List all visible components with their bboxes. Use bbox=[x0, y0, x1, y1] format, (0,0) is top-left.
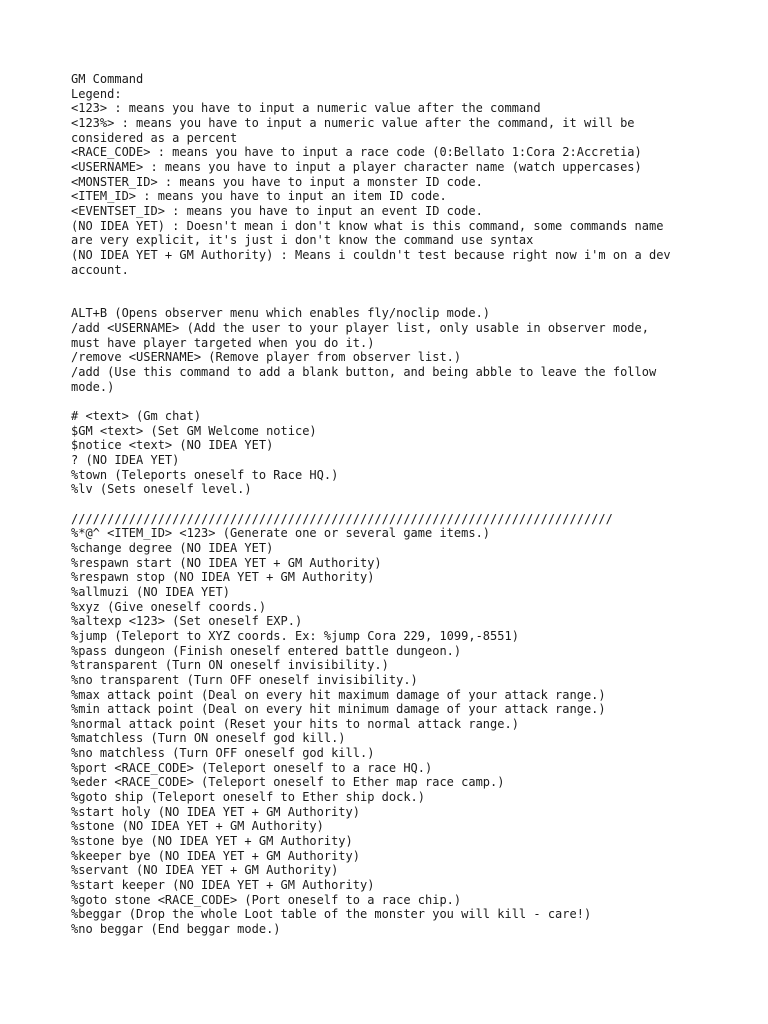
document-line: %change degree (NO IDEA YET) bbox=[71, 540, 274, 555]
document-line: %*@^ <ITEM_ID> <123> (Generate one or several game items.) bbox=[71, 526, 491, 541]
document-line: %respawn stop (NO IDEA YET + GM Authority) bbox=[71, 570, 375, 585]
document-line: <EVENTSET_ID> : means you have to input an event ID code. bbox=[71, 203, 483, 218]
document-line: %respawn start (NO IDEA YET + GM Authority) bbox=[71, 555, 382, 570]
document-line: %lv (Sets oneself level.) bbox=[71, 482, 252, 497]
document-line: Legend: bbox=[71, 86, 122, 101]
document-line: %port <RACE_CODE> (Teleport oneself to a race HQ.) bbox=[71, 760, 433, 775]
document-line: %servant (NO IDEA YET + GM Authority) bbox=[71, 863, 339, 878]
document-line: %no beggar (End beggar mode.) bbox=[71, 922, 281, 936]
document-line: %eder <RACE_CODE> (Teleport oneself to Ether map race camp.) bbox=[71, 775, 505, 790]
document-line bbox=[71, 292, 711, 307]
document-line: %pass dungeon (Finish oneself entered battle dungeon.) bbox=[71, 643, 462, 658]
document-line: %stone (NO IDEA YET + GM Authority) bbox=[71, 819, 324, 834]
document-line: %max attack point (Deal on every hit maximum damage of your attack range.) bbox=[71, 687, 606, 702]
document-line: <123> : means you have to input a numeric value after the command bbox=[71, 101, 541, 116]
document-line: %transparent (Turn ON oneself invisibility.) bbox=[71, 658, 389, 673]
document-line: %no transparent (Turn OFF oneself invisibility.) bbox=[71, 672, 418, 687]
document-line: %altexp <123> (Set oneself EXP.) bbox=[71, 614, 303, 629]
document-line: %goto stone <RACE_CODE> (Port oneself to a race chip.) bbox=[71, 892, 462, 907]
document-line: %start holy (NO IDEA YET + GM Authority) bbox=[71, 804, 360, 819]
document-line: %matchless (Turn ON oneself god kill.) bbox=[71, 731, 346, 746]
document-line: %stone bye (NO IDEA YET + GM Authority) bbox=[71, 834, 353, 849]
document-line bbox=[71, 497, 711, 512]
document-line: mode.) bbox=[71, 379, 115, 394]
document-line: /remove <USERNAME> (Remove player from observer list.) bbox=[71, 350, 462, 365]
document-line bbox=[71, 394, 711, 409]
document-line: %normal attack point (Reset your hits to normal attack range.) bbox=[71, 716, 519, 731]
document-line: %no matchless (Turn OFF oneself god kill.) bbox=[71, 746, 375, 761]
document-line: considered as a percent bbox=[71, 130, 238, 145]
document-line: ? (NO IDEA YET) bbox=[71, 453, 180, 468]
document-line: %allmuzi (NO IDEA YET) bbox=[71, 584, 230, 599]
document-body bbox=[71, 72, 711, 937]
document-line: %goto ship (Teleport oneself to Ether ship dock.) bbox=[71, 790, 426, 805]
document-line: %xyz (Give oneself coords.) bbox=[71, 599, 267, 614]
document-line: # <text> (Gm chat) bbox=[71, 409, 202, 424]
document-line: <ITEM_ID> : means you have to input an item ID code. bbox=[71, 189, 447, 204]
document-line: <USERNAME> : means you have to input a player character name (watch uppercases) bbox=[71, 159, 642, 174]
document-line: <123%> : means you have to input a numeric value after the command, it will be bbox=[71, 115, 635, 130]
document-line bbox=[71, 277, 711, 292]
document-line: <RACE_CODE> : means you have to input a race code (0:Bellato 1:Cora 2:Accretia) bbox=[71, 145, 642, 160]
document-line: must have player targeted when you do it.) bbox=[71, 335, 375, 350]
document-line: /add (Use this command to add a blank button, and being abble to leave the follow bbox=[71, 365, 657, 380]
document-line: %min attack point (Deal on every hit minimum damage of your attack range.) bbox=[71, 702, 606, 717]
document-line: %start keeper (NO IDEA YET + GM Authority) bbox=[71, 878, 375, 893]
document-line: account. bbox=[71, 262, 129, 277]
document-line: /////////////////////////////////////////////////////////////////////////// bbox=[71, 511, 613, 526]
document-line: (NO IDEA YET) : Doesn't mean i don't know what is this command, some commands name bbox=[71, 218, 664, 233]
document-line: (NO IDEA YET + GM Authority) : Means i couldn't test because right now i'm on a dev bbox=[71, 247, 671, 262]
document-line: $notice <text> (NO IDEA YET) bbox=[71, 438, 274, 453]
document-line: /add <USERNAME> (Add the user to your player list, only usable in observer mode, bbox=[71, 321, 649, 336]
document-line: %town (Teleports oneself to Race HQ.) bbox=[71, 467, 339, 482]
document-line: %beggar (Drop the whole Loot table of the monster you will kill - care!) bbox=[71, 907, 592, 922]
document-line: %keeper bye (NO IDEA YET + GM Authority) bbox=[71, 848, 360, 863]
document-line: are very explicit, it's just i don't know the command use syntax bbox=[71, 233, 534, 248]
document-line: ALT+B (Opens observer menu which enables fly/noclip mode.) bbox=[71, 306, 491, 321]
document-line: <MONSTER_ID> : means you have to input a monster ID code. bbox=[71, 174, 483, 189]
document-line: $GM <text> (Set GM Welcome notice) bbox=[71, 423, 317, 438]
document-line: %jump (Teleport to XYZ coords. Ex: %jump Cora 229, 1099,-8551) bbox=[71, 628, 519, 643]
document-title: GM Command bbox=[71, 72, 144, 86]
